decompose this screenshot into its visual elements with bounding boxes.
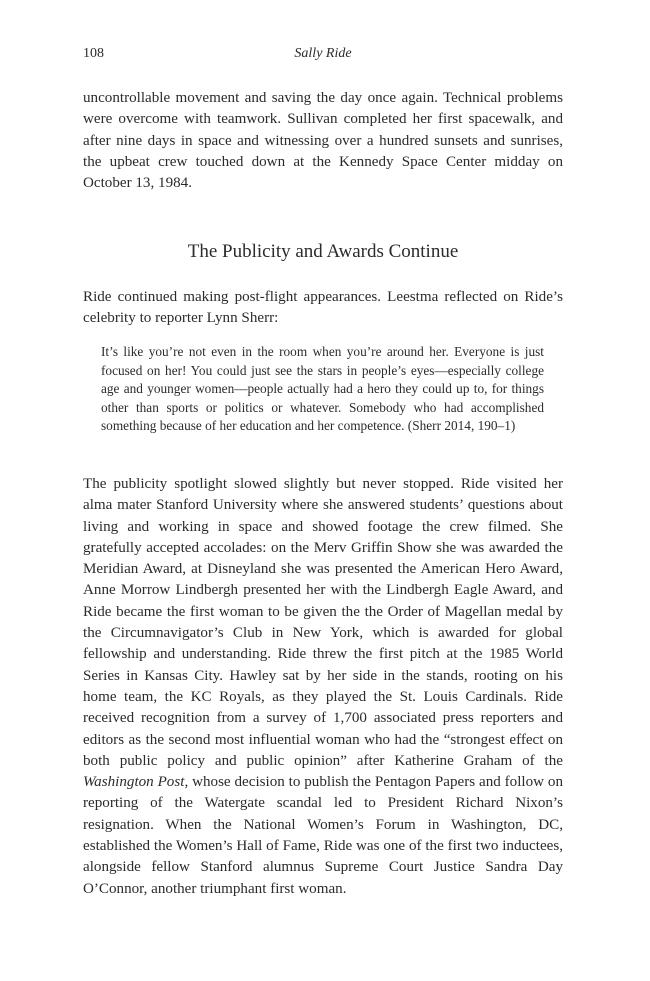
- paragraph-3: [83, 474, 563, 900]
- running-title: Sally Ride: [294, 46, 352, 61]
- paragraph-2: Ride continued making post-flight appearances. Leestma reflected on Ride’s celebrity to reporter Lynn Sherr:: [83, 289, 563, 327]
- paragraph-3-italic-title: Washington Post: [83, 774, 185, 791]
- page-number: 108: [83, 46, 104, 61]
- paragraph-1: uncontrollable movement and saving the day once again. Technical problems were overcome with teamwork. Sullivan completed her first spacewalk, and after nine days in space and witnessing over a hundred sunsets and sunrises, the upbeat crew touched down at the Kennedy Space Center midday on October 13, 1984.: [83, 90, 563, 192]
- paragraph-3-text-b: , whose decision to publish the Pentagon Papers and follow on reporting of the Watergate scandal led to President Richard Nixon’s resignation. When the National Women’s Forum in Washington, DC, established the Women’s Hall of Fame, Ride was one of the first two inductees, alongside fellow Stanford alumnus Supreme Court Justice Sandra Day O’Connor, another triumphant first woman.: [83, 774, 564, 897]
- block-quote: It’s like you’re not even in the room when you’re around her. Everyone is just focused on her! You could just see the stars in people’s eyes—especially college age and younger women—people actually had a hero they could up to, for things other than sports or politics or whatever. Somebody who had accomplished something because of her education and her competence. (Sherr 2014, 190–1): [101, 344, 544, 434]
- running-head: [83, 46, 563, 66]
- paragraph-3-text-a: The publicity spotlight slowed slightly but never stopped. Ride visited her alma mater Stanford University where she answered students’ questions about living and working in space and showed footage the crew filmed. She gratefully accepted accolades: on the Merv Griffin Show she was awarded the Meridian Award, at Disneyland she was presented the American Hero Award, Anne Morrow Lindbergh presented her with the Lindbergh Eagle Award, and Ride became the first woman to be given the the Order of Magellan medal by the Circumnavigator’s Club in New York, which is awarded for global fellowship and understanding. Ride threw the first pitch at the 1985 World Series in Kansas City. Hawley sat by her side in the stands, rooting on his home team, the KC Royals, as they played the St. Louis Cardinals. Ride received recognition from a survey of 1,700 associated press reporters and editors as the second most influential woman who had the “strongest effect on both public policy and public opinion” after Katherine Graham of the: [83, 476, 563, 769]
- section-heading: The Publicity and Awards Continue: [187, 241, 459, 262]
